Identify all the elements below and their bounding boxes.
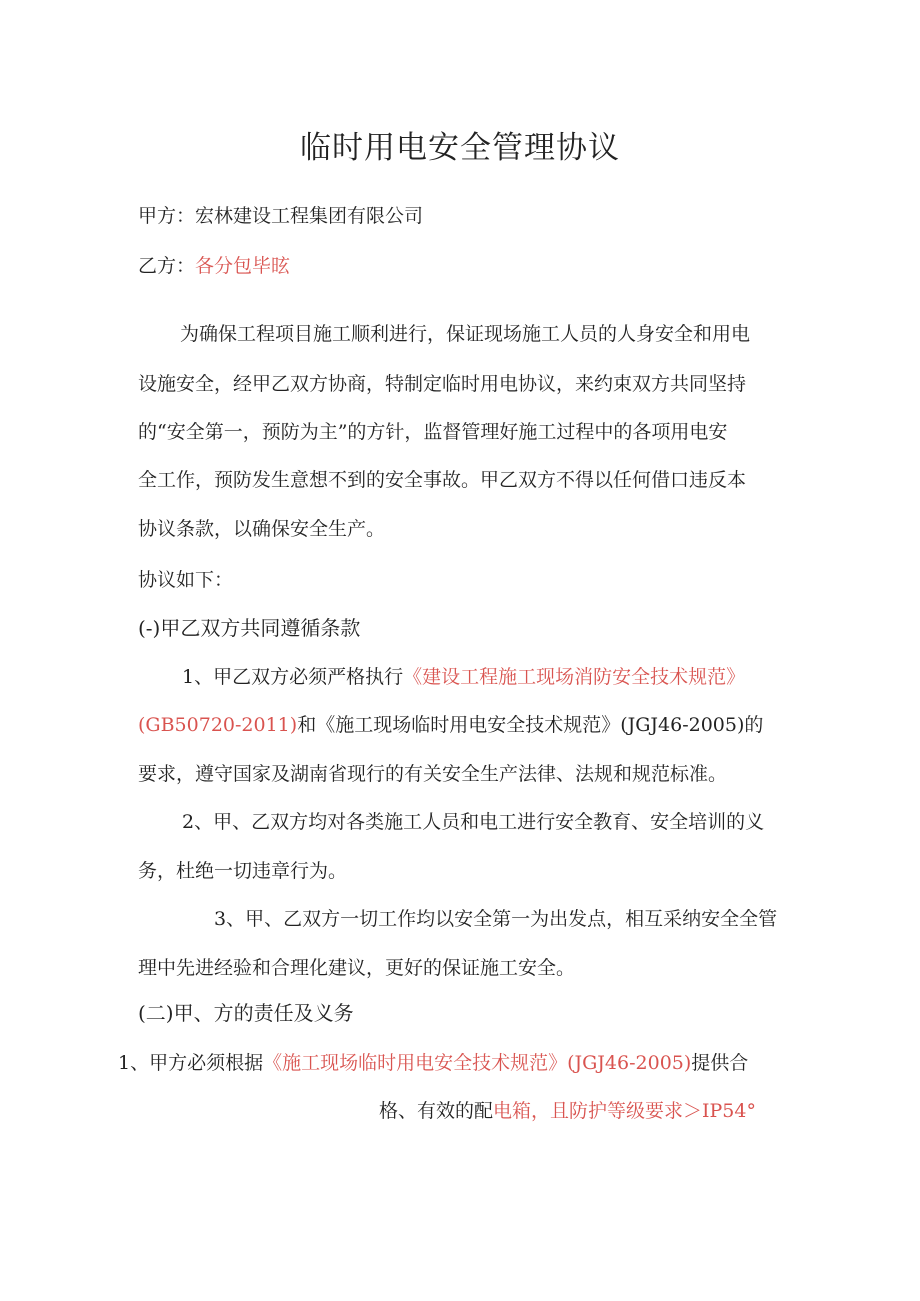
party-a-line: [138, 203, 423, 229]
item1-prefix: 1、甲方必须根据: [118, 1052, 264, 1074]
section1-heading: (-)甲乙双方共同遵循条款: [138, 616, 361, 640]
item-line: 3、甲、乙双方一切工作均以安全第一为出发点，相互采纳安全全管: [214, 908, 778, 930]
item-line: 务，杜绝一切违章行为。: [138, 860, 348, 882]
item-line: 理中先进经验和合理化建议，更好的保证施工安全。: [138, 957, 576, 979]
party-a-label: 甲方：: [138, 205, 196, 227]
item-line: [379, 1098, 756, 1124]
party-b-line: [138, 253, 290, 279]
standard-code: (GB50720-2011): [138, 714, 298, 736]
item-line: [182, 664, 745, 690]
item1-suffix: 提供合: [691, 1052, 749, 1074]
section2-heading: (二)甲、方的责任及义务: [138, 1001, 354, 1025]
document-title: 临时用电安全管理协议: [300, 130, 620, 166]
agreement-label: 协议如下：: [138, 569, 234, 591]
item1-middle: 和《施工现场临时用电安全技术规范》(JGJ46-2005)的: [297, 714, 764, 736]
intro-line: 的“安全第一，预防为主”的方针，监督管理好施工过程中的各项用电安: [138, 421, 728, 443]
intro-line: 设施安全，经甲乙双方协商，特制定临时用电协议，来约束双方共同坚持: [138, 373, 747, 395]
party-a-name: 宏林建设工程集团有限公司: [195, 205, 424, 227]
item-line: 要求，遵守国家及湖南省现行的有关安全生产法律、法规和规范标准。: [138, 763, 728, 785]
item1-line2-plain: 格、有效的配: [379, 1100, 494, 1122]
standard-title: 《施工现场临时用电安全技术规范》(JGJ46-2005): [263, 1052, 692, 1074]
item-line: [138, 712, 763, 738]
intro-line: 协议条款，以确保安全生产。: [138, 518, 386, 540]
item-line: [118, 1050, 748, 1076]
item-line: 2、甲、乙双方均对各类施工人员和电工进行安全教育、安全培训的义: [182, 811, 765, 833]
item1-prefix: 1、甲乙双方必须严格执行: [182, 666, 404, 688]
party-b-name: 各分包毕昡: [195, 255, 291, 277]
item1-line2-highlight: 电箱，且防护等级要求＞IP54°: [493, 1100, 756, 1122]
party-b-label: 乙方：: [138, 255, 196, 277]
standard-title: 《建设工程施工现场消防安全技术规范》: [403, 666, 746, 688]
intro-line: 为确保工程项目施工顺利进行，保证现场施工人员的人身安全和用电: [180, 323, 751, 345]
intro-line: 全工作，预防发生意想不到的安全事故。甲乙双方不得以任何借口违反本: [138, 469, 747, 491]
